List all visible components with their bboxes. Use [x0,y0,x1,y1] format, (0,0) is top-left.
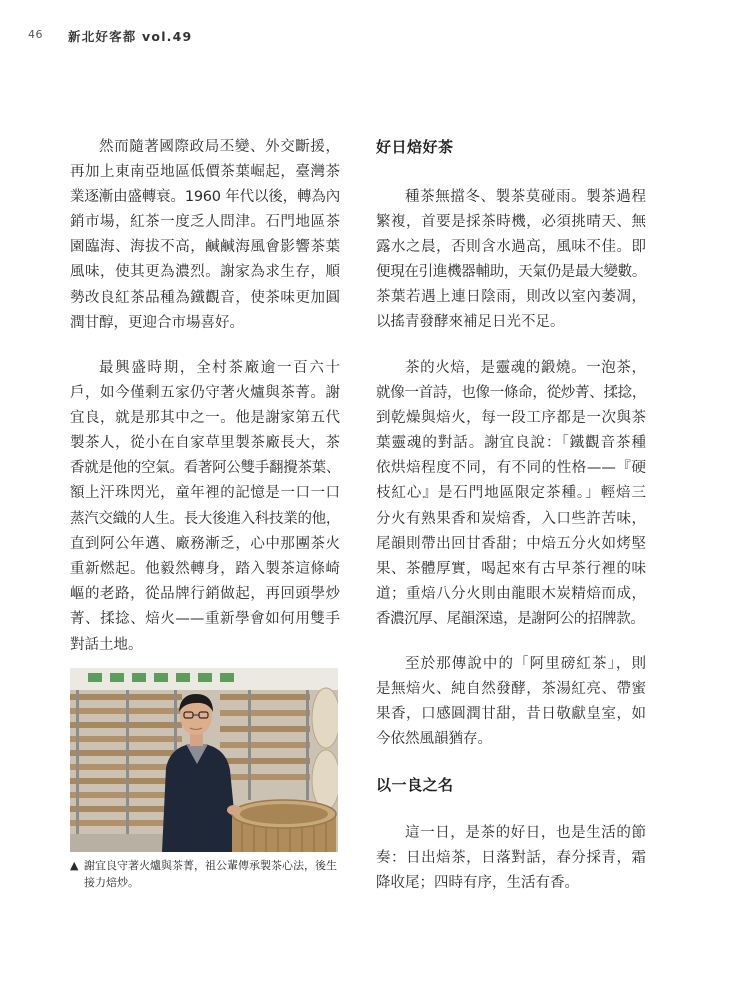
text-line: 種茶無擋冬、製茶莫碰雨。製茶過程 [405,188,646,205]
text-line: 對話土地。 [70,636,143,653]
text-line: 潤甘醇，更迎合市場喜好。 [70,314,244,331]
tea-factory-photo [70,668,338,852]
text-line: 蒸汽交織的人生。長大後進入科技業的他， [70,510,340,527]
caption-line: 接力焙炒。 [84,876,139,889]
text-line: 以搖青發酵來補足日光不足。 [376,314,565,331]
page-number: 46 [28,28,43,41]
text-line: 勢改良紅茶品種為鐵觀音，使茶味更加圓 [70,289,340,306]
section-heading: 以一良之名 [376,775,454,794]
text-line: 便現在引進機器輔助，天氣仍是最大變數。 [376,264,646,281]
text-line: 到乾燥與焙火，每一段工序都是一次與茶 [376,409,646,426]
text-line: 茶葉若遇上連日陰雨，則改以室內萎凋， [376,289,646,306]
text-line: 繁複，首要是採茶時機，必須挑晴天、無 [376,213,646,230]
paragraph-xie-yiliang [70,356,340,658]
text-line: 園臨海、海拔不高，鹹鹹海風會影響茶葉 [70,239,340,256]
text-line: 奏：日出焙茶，日落對話，春分採青，霜 [376,849,646,866]
magazine-title: 新北好客都 vol.49 [68,29,193,44]
paragraph-weather [376,185,646,336]
text-line: 降收尾；四時有序，生活有香。 [376,874,579,891]
paragraph-decline [70,135,340,337]
text-line: 露水之晨，否則含水過高，風味不佳。即 [376,238,646,255]
text-line: 香就是他的空氣。看著阿公雙手翻攪茶葉、 [70,460,340,477]
text-line: 香濃沉厚、尾韻深遠，是謝阿公的招牌款。 [376,611,645,628]
text-line: 依烘焙程度不同，有不同的性格——『硬 [376,460,646,477]
text-line: 至於那傳說中的「阿里磅紅茶」，則 [405,655,646,672]
text-line: 嶇的老路，從品牌行銷做起，再回頭學炒 [70,586,340,603]
text-line: 銷市場，紅茶一度乏人問津。石門地區茶 [70,214,340,231]
triangle-marker-icon: ▲ [70,859,79,872]
caption-text [84,857,342,891]
text-line: 今依然風韻猶存。 [376,731,492,748]
text-line: 道；重焙八分火則由龍眼木炭精焙而成， [376,586,646,603]
text-line: 然而隨著國際政局丕變、外交斷援， [99,138,340,155]
text-line: 風味，使其更為濃烈。謝家為求生存，順 [70,264,340,281]
text-line: 菁、揉捻、焙火——重新學會如何用雙手 [70,611,340,628]
text-line: 果香，口感圓潤甘甜，昔日敬獻皇室，如 [376,705,646,722]
paragraph-roasting [376,356,646,633]
text-line: 茶的火焙，是靈魂的鍛燒。一泡茶， [405,359,646,376]
text-line: 這一日，是茶的好日，也是生活的節 [405,824,646,841]
text-line: 直到阿公年邁、廠務漸乏，心中那團茶火 [70,535,340,552]
text-line: 製茶人，從小在自家草里製茶廠長大，茶 [70,435,340,452]
section-heading: 好日焙好茶 [376,137,454,156]
text-line: 業逐漸由盛轉衰。1960 年代以後，轉為內 [70,188,340,205]
text-line: 宜良，就是那其中之一。他是謝家第五代 [70,409,340,426]
text-line: 額上汗珠閃光，童年裡的記憶是一口一口 [70,485,340,502]
text-line: 是無焙火、純自然發酵，茶湯紅亮、帶蜜 [376,680,646,697]
text-line: 再加上東南亞地區低價茶葉崛起，臺灣茶 [70,163,340,180]
text-line: 戶，如今僅剩五家仍守著火爐與茶菁。謝 [70,384,340,401]
text-line: 重新燃起。他毅然轉身，踏入製茶這條崎 [70,561,340,577]
text-line: 尾韻則帶出回甘香甜；中焙五分火如烤堅 [376,535,646,552]
text-line: 果、茶體厚實，喝起來有古早茶行裡的味 [376,561,646,577]
paragraph-alibang-tea [376,652,646,753]
text-line: 葉靈魂的對話。謝宜良說：「鐵觀音茶種 [376,435,646,452]
text-line: 就像一首詩，也像一條命，從炒菁、揉捻， [376,384,646,401]
text-line: 枝紅心』是石門地區限定茶種。」輕焙三 [376,485,646,502]
text-line: 最興盛時期，全村茶廠逾一百六十 [99,359,340,376]
text-line: 分火有熟果香和炭焙香，入口些許苦味， [376,510,646,527]
caption-line: 謝宜良守著火爐與茶菁，祖公輩傳承製茶心法，後生 [84,859,337,872]
photo-illustration [70,668,338,852]
paragraph-good-day [376,821,646,897]
